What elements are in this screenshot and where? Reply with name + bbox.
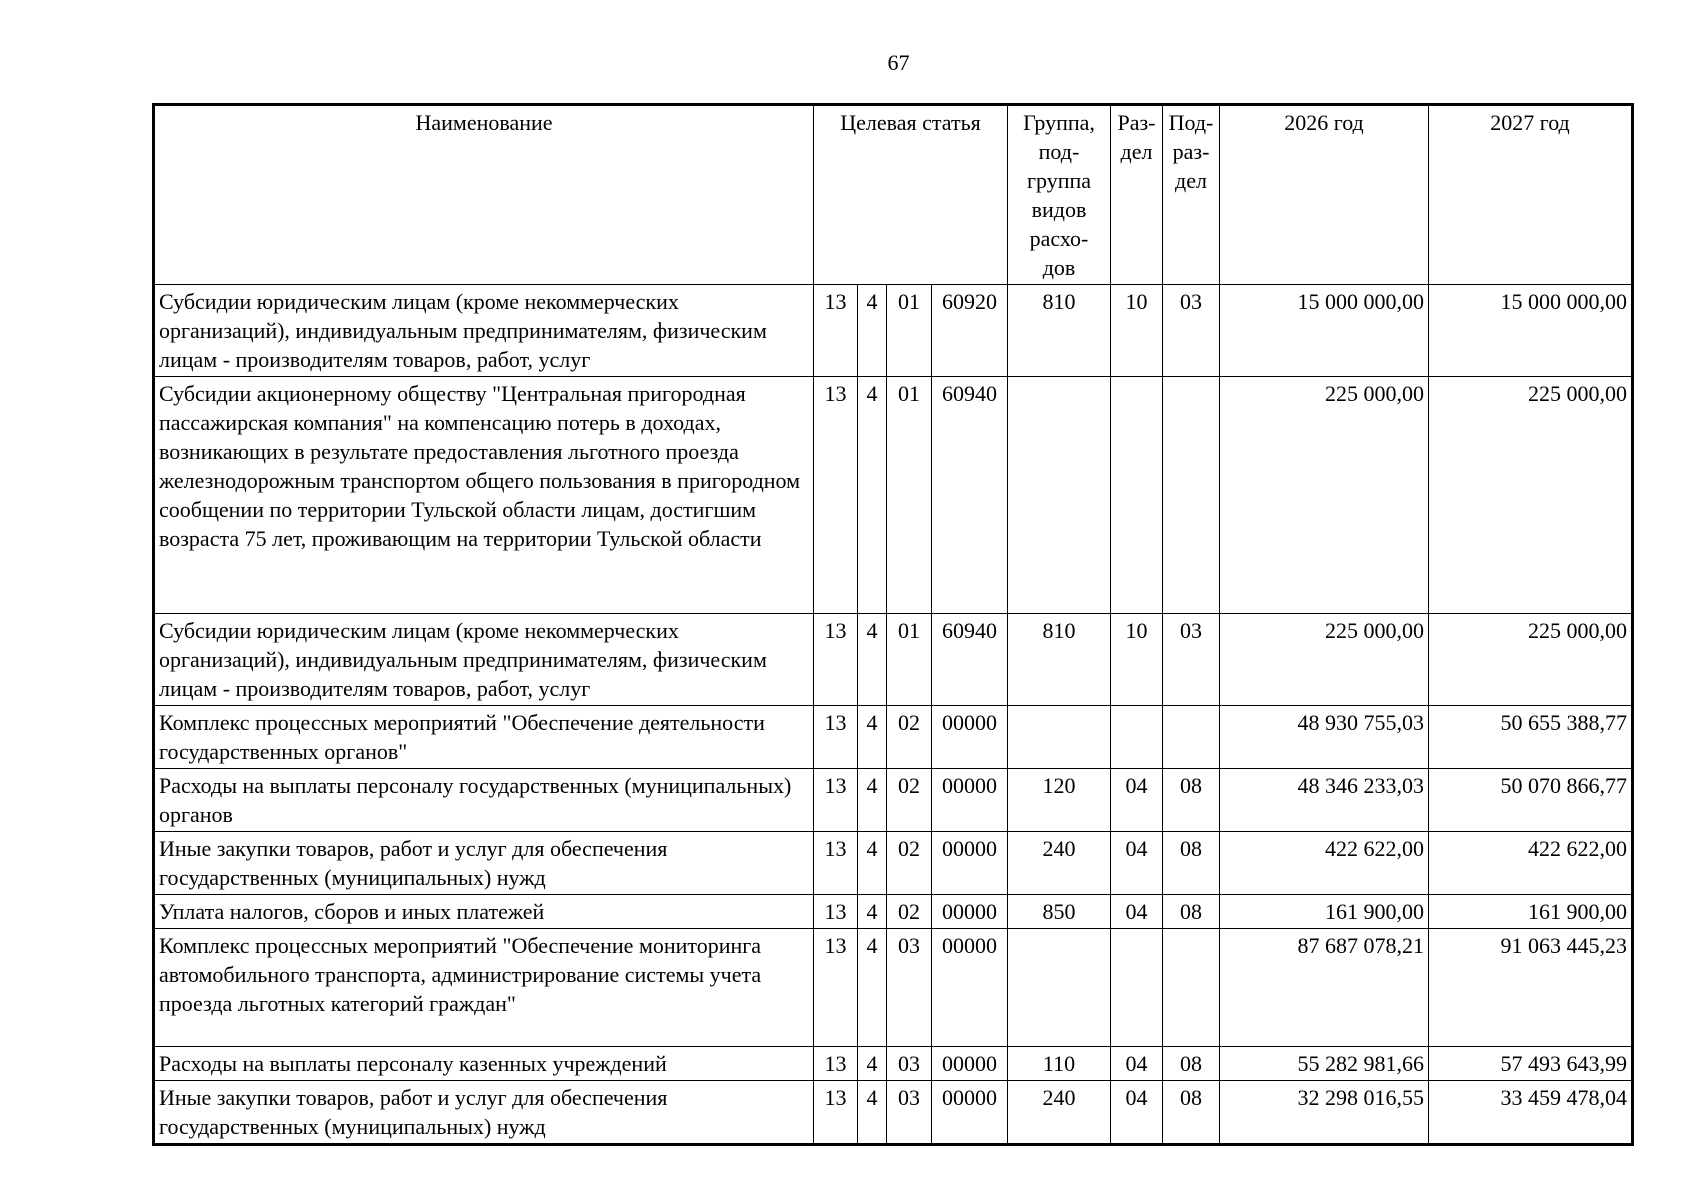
expense-group — [1008, 377, 1111, 614]
table-row — [154, 706, 1633, 769]
target-article-direction: 00000 — [932, 706, 1008, 769]
subsection-code — [1163, 377, 1220, 614]
target-article-program: 13 — [814, 832, 858, 895]
row-name: Расходы на выплаты персоналу казенных учреждений — [154, 1047, 814, 1081]
subsection-code: 08 — [1163, 1047, 1220, 1081]
target-article-type: 4 — [858, 769, 887, 832]
target-article-program: 13 — [814, 1081, 858, 1145]
target-article-complex: 02 — [887, 706, 932, 769]
target-article-direction: 00000 — [932, 1081, 1008, 1145]
target-article-type: 4 — [858, 1047, 887, 1081]
table-header-row — [154, 105, 1633, 285]
amount-2027: 50 655 388,77 — [1429, 706, 1633, 769]
table-row — [154, 832, 1633, 895]
row-name: Иные закупки товаров, работ и услуг для обеспечения государственных (муниципальных) нужд — [154, 832, 814, 895]
target-article-type: 4 — [858, 895, 887, 929]
target-article-program: 13 — [814, 377, 858, 614]
target-article-program: 13 — [814, 929, 858, 1047]
section-code: 04 — [1111, 1081, 1163, 1145]
expense-group: 850 — [1008, 895, 1111, 929]
table-row — [154, 769, 1633, 832]
target-article-direction: 00000 — [932, 832, 1008, 895]
header-name: Наименование — [154, 105, 814, 285]
amount-2026: 87 687 078,21 — [1220, 929, 1429, 1047]
row-name: Субсидии юридическим лицам (кроме некоммерческих организаций), индивидуальным предпринимателям, физическим лицам - производителям товаров, работ, услуг — [154, 614, 814, 706]
amount-2027: 161 900,00 — [1429, 895, 1633, 929]
expense-group: 110 — [1008, 1047, 1111, 1081]
target-article-complex: 01 — [887, 285, 932, 377]
section-code: 10 — [1111, 614, 1163, 706]
target-article-program: 13 — [814, 1047, 858, 1081]
section-code: 04 — [1111, 1047, 1163, 1081]
target-article-direction: 00000 — [932, 895, 1008, 929]
row-name: Комплекс процессных мероприятий "Обеспечение мониторинга автомобильного транспорта, администрирование системы учета проезда льготных категорий граждан" — [154, 929, 814, 1047]
header-section: Раз- дел — [1111, 105, 1163, 285]
target-article-complex: 01 — [887, 614, 932, 706]
header-group: Группа, под- группа видов расхо- дов — [1008, 105, 1111, 285]
header-subsection: Под- раз- дел — [1163, 105, 1220, 285]
table-row — [154, 1047, 1633, 1081]
row-name: Иные закупки товаров, работ и услуг для обеспечения государственных (муниципальных) нужд — [154, 1081, 814, 1145]
page-number: 67 — [887, 50, 910, 75]
target-article-direction: 60940 — [932, 377, 1008, 614]
row-name: Субсидии юридическим лицам (кроме некоммерческих организаций), индивидуальным предпринимателям, физическим лицам - производителям товаров, работ, услуг — [154, 285, 814, 377]
amount-2027: 422 622,00 — [1429, 832, 1633, 895]
amount-2026: 225 000,00 — [1220, 377, 1429, 614]
subsection-code: 08 — [1163, 895, 1220, 929]
expense-group: 120 — [1008, 769, 1111, 832]
target-article-type: 4 — [858, 1081, 887, 1145]
target-article-complex: 03 — [887, 1047, 932, 1081]
amount-2026: 225 000,00 — [1220, 614, 1429, 706]
section-code: 10 — [1111, 285, 1163, 377]
header-year-2026: 2026 год — [1220, 105, 1429, 285]
amount-2027: 91 063 445,23 — [1429, 929, 1633, 1047]
subsection-code: 08 — [1163, 769, 1220, 832]
subsection-code — [1163, 706, 1220, 769]
subsection-code: 03 — [1163, 614, 1220, 706]
target-article-type: 4 — [858, 706, 887, 769]
amount-2027: 50 070 866,77 — [1429, 769, 1633, 832]
expense-group: 810 — [1008, 614, 1111, 706]
amount-2026: 55 282 981,66 — [1220, 1047, 1429, 1081]
target-article-complex: 02 — [887, 832, 932, 895]
target-article-direction: 00000 — [932, 769, 1008, 832]
target-article-complex: 02 — [887, 769, 932, 832]
subsection-code — [1163, 929, 1220, 1047]
row-name: Расходы на выплаты персоналу государственных (муниципальных) органов — [154, 769, 814, 832]
section-code: 04 — [1111, 769, 1163, 832]
target-article-type: 4 — [858, 832, 887, 895]
target-article-direction: 00000 — [932, 1047, 1008, 1081]
expense-group: 240 — [1008, 832, 1111, 895]
amount-2027: 57 493 643,99 — [1429, 1047, 1633, 1081]
target-article-type: 4 — [858, 285, 887, 377]
target-article-program: 13 — [814, 895, 858, 929]
amount-2026: 48 346 233,03 — [1220, 769, 1429, 832]
row-name: Комплекс процессных мероприятий "Обеспечение деятельности государственных органов" — [154, 706, 814, 769]
amount-2027: 225 000,00 — [1429, 377, 1633, 614]
target-article-direction: 60940 — [932, 614, 1008, 706]
table-row — [154, 895, 1633, 929]
amount-2026: 32 298 016,55 — [1220, 1081, 1429, 1145]
amount-2026: 48 930 755,03 — [1220, 706, 1429, 769]
target-article-direction: 60920 — [932, 285, 1008, 377]
amount-2027: 15 000 000,00 — [1429, 285, 1633, 377]
section-code — [1111, 377, 1163, 614]
header-target-article: Целевая статья — [814, 105, 1008, 285]
amount-2026: 161 900,00 — [1220, 895, 1429, 929]
amount-2027: 225 000,00 — [1429, 614, 1633, 706]
target-article-type: 4 — [858, 614, 887, 706]
target-article-complex: 03 — [887, 929, 932, 1047]
target-article-type: 4 — [858, 377, 887, 614]
table-row — [154, 285, 1633, 377]
target-article-type: 4 — [858, 929, 887, 1047]
expense-group: 810 — [1008, 285, 1111, 377]
target-article-program: 13 — [814, 614, 858, 706]
subsection-code: 08 — [1163, 1081, 1220, 1145]
amount-2026: 15 000 000,00 — [1220, 285, 1429, 377]
target-article-complex: 01 — [887, 377, 932, 614]
expense-group — [1008, 929, 1111, 1047]
table-row — [154, 614, 1633, 706]
target-article-program: 13 — [814, 285, 858, 377]
expense-group: 240 — [1008, 1081, 1111, 1145]
section-code: 04 — [1111, 895, 1163, 929]
target-article-complex: 03 — [887, 1081, 932, 1145]
expense-group — [1008, 706, 1111, 769]
section-code: 04 — [1111, 832, 1163, 895]
header-year-2027: 2027 год — [1429, 105, 1633, 285]
table-row — [154, 1081, 1633, 1145]
table-row — [154, 929, 1633, 1047]
subsection-code: 08 — [1163, 832, 1220, 895]
amount-2026: 422 622,00 — [1220, 832, 1429, 895]
amount-2027: 33 459 478,04 — [1429, 1081, 1633, 1145]
section-code — [1111, 706, 1163, 769]
table-row — [154, 377, 1633, 614]
subsection-code: 03 — [1163, 285, 1220, 377]
row-name: Субсидии акционерному обществу "Центральная пригородная пассажирская компания" на компенсацию потерь в доходах, возникающих в результате предоставления льготного проезда железнодорожным транспортом общего пользования в пригородном сообщении по территории Тульской области лицам, достигшим возраста 75 лет, проживающим на территории Тульской области — [154, 377, 814, 614]
target-article-program: 13 — [814, 769, 858, 832]
budget-table — [152, 103, 1634, 1146]
target-article-complex: 02 — [887, 895, 932, 929]
target-article-direction: 00000 — [932, 929, 1008, 1047]
row-name: Уплата налогов, сборов и иных платежей — [154, 895, 814, 929]
section-code — [1111, 929, 1163, 1047]
target-article-program: 13 — [814, 706, 858, 769]
